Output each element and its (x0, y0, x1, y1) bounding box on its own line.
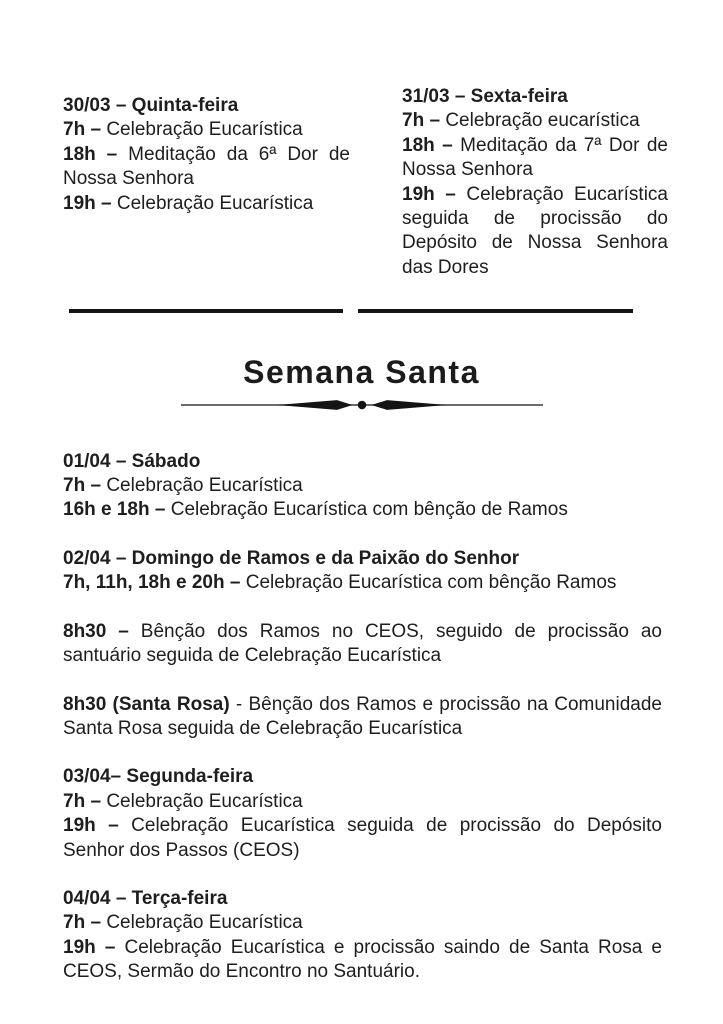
event-description: Celebração Eucarística e procissão saindo de Santa Rosa e CEOS, Sermão do Encontro no Santuário. (63, 936, 663, 983)
schedule-line (63, 474, 662, 498)
time-label: 8h30 – (63, 620, 129, 642)
event-description: Meditação da 6ª Dor de Nossa Senhora (63, 143, 351, 190)
time-label: 18h – (63, 143, 118, 165)
day-heading: 01/04 – Sábado (63, 450, 201, 472)
day-heading: 03/04– Segunda-feira (63, 766, 254, 788)
schedule-line (63, 790, 662, 814)
schedule-line (63, 571, 662, 595)
divider-rule-right (358, 309, 633, 313)
schedule-line (402, 109, 668, 133)
ornament-divider (0, 396, 723, 420)
event-group (63, 620, 662, 669)
time-label: 19h – (63, 815, 119, 837)
pre-week-columns (0, 0, 723, 280)
time-label: 16h e 18h – (63, 499, 166, 521)
time-label: 7h – (63, 790, 102, 812)
time-label: 19h – (402, 183, 456, 205)
section-divider (69, 309, 723, 313)
day-heading: 04/04 – Terça-feira (63, 887, 228, 909)
event-description: - Bênção dos Ramos e procissão na Comunidade Santa Rosa seguida de Celebração Eucarística (63, 693, 662, 739)
ornament-dot (357, 401, 366, 410)
event-description: Celebração Eucarística com bênção Ramos (245, 572, 617, 594)
schedule-line (402, 134, 668, 183)
event-description: Celebração Eucarística (106, 475, 303, 497)
event-description: Celebração Eucarística seguida de procissão do Depósito Senhor dos Passos (CEOS) (63, 815, 663, 861)
ornament-left-spear (277, 400, 353, 410)
day-heading: 02/04 – Domingo de Ramos e da Paixão do Senhor (63, 547, 520, 569)
event-description: Celebração Eucarística seguida de procissão do Depósito de Nossa Senhora das Dores (402, 183, 669, 278)
ornament-graphic (181, 396, 543, 414)
event-description: Meditação da 7ª Dor de Nossa Senhora (402, 134, 669, 181)
schedule-line (63, 498, 662, 522)
day-heading: 31/03 – Sexta-feira (402, 86, 568, 107)
ornament-right-spear (371, 400, 447, 410)
week-schedule (63, 450, 662, 985)
day-group (63, 765, 662, 863)
time-label: 19h – (63, 936, 116, 958)
event-group (63, 693, 662, 742)
schedule-line (63, 192, 350, 216)
schedule-line (63, 693, 662, 742)
page-title: Semana Santa (243, 354, 480, 391)
schedule-line (63, 620, 662, 669)
schedule-line (63, 936, 662, 985)
event-description: Celebração eucarística (445, 110, 640, 132)
schedule-line (63, 814, 662, 863)
event-description: Celebração Eucarística (106, 790, 303, 812)
schedule-line (63, 118, 350, 142)
day-group (63, 547, 662, 596)
event-description: Bênção dos Ramos no CEOS, seguido de procissão ao santuário seguida de Celebração Eucarística (63, 620, 663, 667)
time-label: 7h – (63, 912, 102, 934)
schedule-line (63, 911, 662, 935)
schedule-line (402, 183, 668, 281)
event-description: Celebração Eucarística (106, 912, 303, 934)
time-label: 8h30 (Santa Rosa) (63, 693, 230, 715)
event-description: Celebração Eucarística com bênção de Ramos (170, 499, 568, 521)
schedule-line (63, 143, 350, 192)
event-description: Celebração Eucarística (106, 119, 303, 141)
pre-week-left-column (63, 94, 350, 280)
pre-week-right-column (402, 85, 668, 280)
event-description: Celebração Eucarística (116, 192, 314, 214)
time-label: 7h, 11h, 18h e 20h – (63, 572, 241, 594)
day-heading: 30/03 – Quinta-feira (63, 95, 239, 116)
time-label: 7h – (402, 110, 441, 132)
divider-rule-left (69, 309, 343, 313)
day-group (63, 450, 662, 523)
time-label: 7h – (63, 475, 102, 497)
day-group (63, 887, 662, 985)
time-label: 19h – (63, 192, 112, 214)
time-label: 18h – (402, 134, 453, 156)
time-label: 7h – (63, 119, 102, 141)
